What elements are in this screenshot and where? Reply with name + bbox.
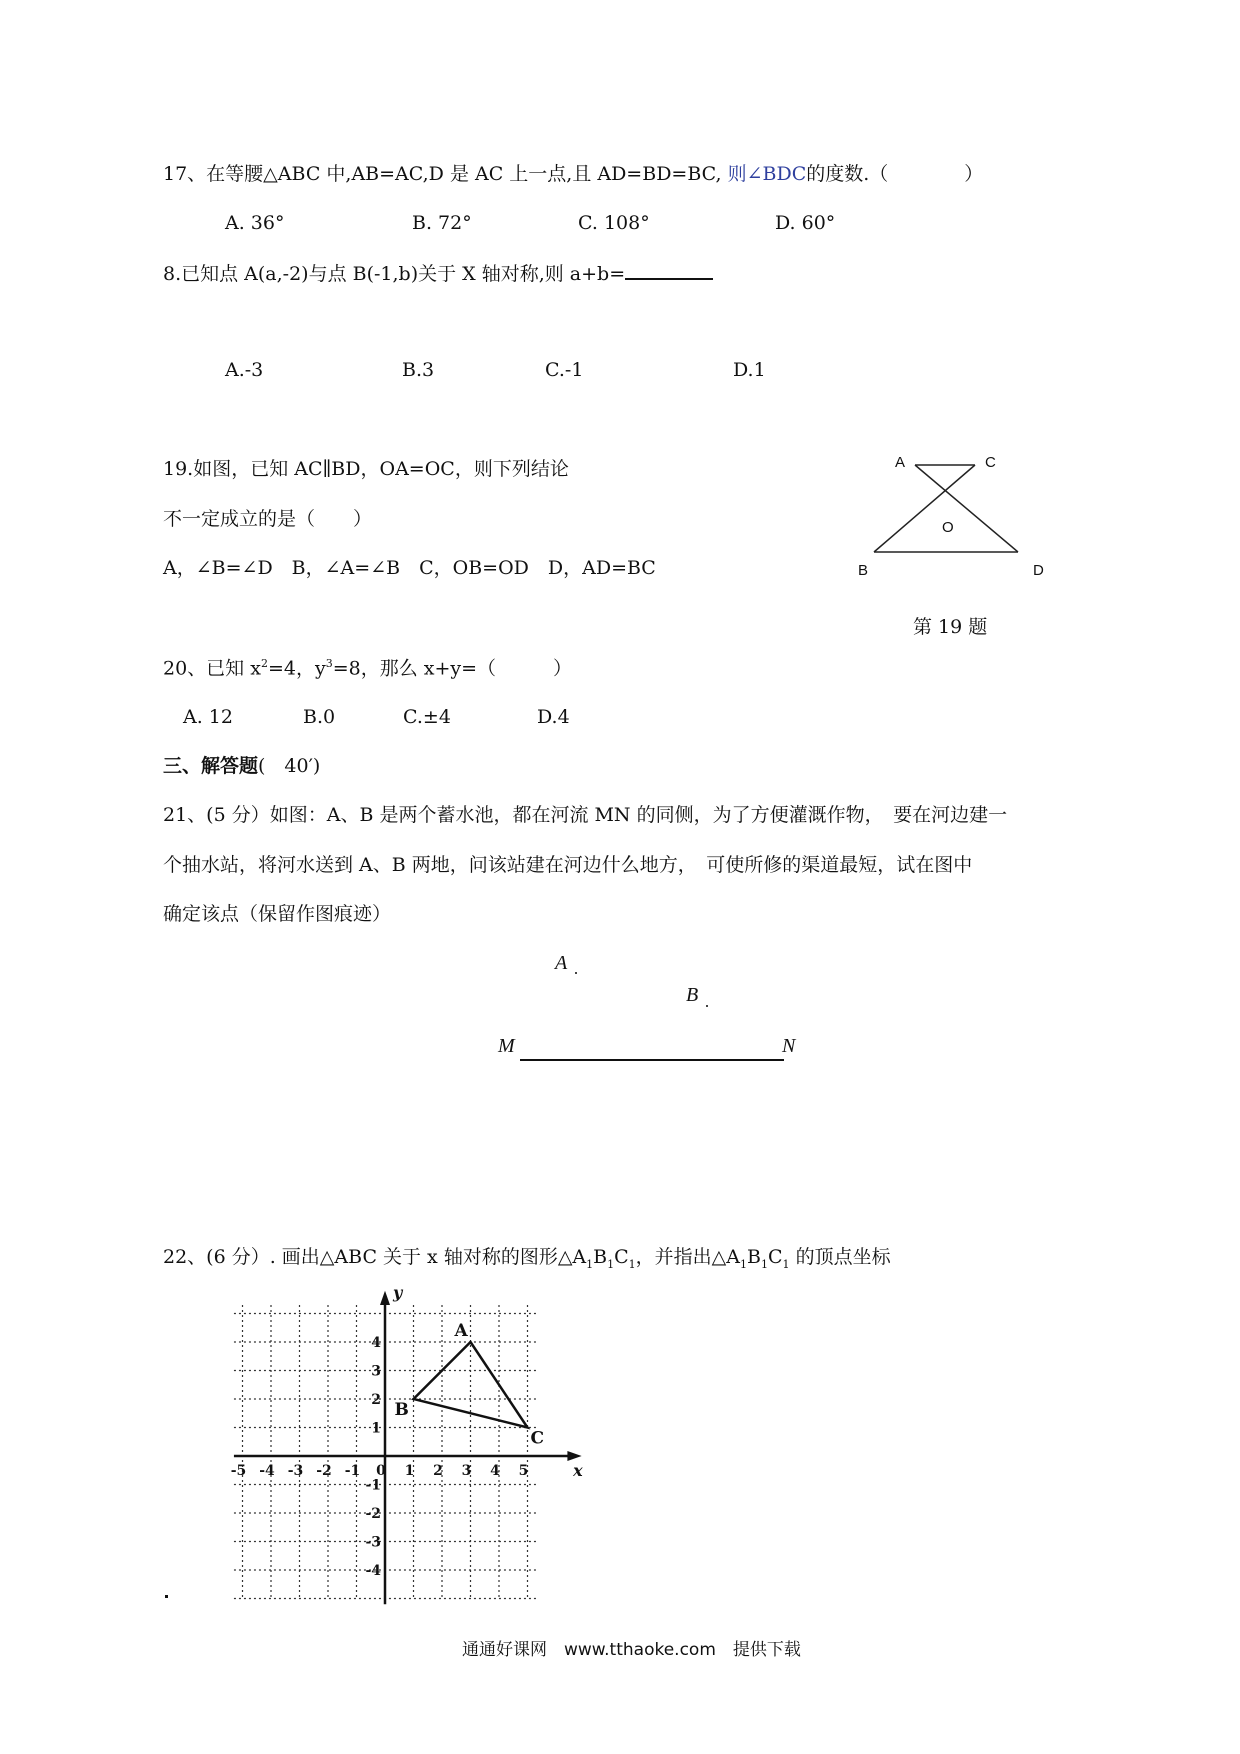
q18-option-c: C.-1 xyxy=(545,359,584,381)
q17-stem-c: 的度数.（ ） xyxy=(806,163,984,185)
q20-stem xyxy=(163,658,572,678)
q22-sub4: 1 xyxy=(740,1257,748,1271)
q20-stem-c: =8，那么 x+y=（ ） xyxy=(332,657,573,680)
x-axis-arrow xyxy=(567,1451,581,1461)
section3-title: 三、解答题 xyxy=(163,755,259,777)
q22-sub1: 1 xyxy=(586,1257,594,1271)
q20-stem-a: 20、已知 x xyxy=(163,657,261,680)
x-tick-label: 2 xyxy=(433,1463,443,1479)
q21-line3: 确定该点（保留作图痕迹） xyxy=(163,903,392,925)
q21-label-m: M xyxy=(498,1035,515,1057)
y-tick-label: 3 xyxy=(371,1363,381,1380)
q19-label-c: C xyxy=(985,454,996,471)
q19-label-o: O xyxy=(942,519,954,536)
q22-stem xyxy=(163,1248,891,1270)
section3-heading xyxy=(163,757,320,776)
q22-coordinate-grid xyxy=(220,1275,583,1595)
q18-stem-text: 8.已知点 A(a,-2)与点 B(-1,b)关于 X 轴对称,则 a+b= xyxy=(163,263,626,285)
q22-stem-g: 的顶点坐标 xyxy=(789,1246,891,1268)
q17-option-d: D. 60° xyxy=(775,212,836,234)
x-tick-label: 3 xyxy=(461,1463,472,1479)
triangle-abc xyxy=(414,1342,528,1428)
q19-stem-line1: 19.如图，已知 AC∥BD，OA=OC，则下列结论 xyxy=(163,458,569,480)
q21-point-b xyxy=(706,1005,708,1007)
x-tick-label: -1 xyxy=(344,1463,361,1479)
q21-label-b: B xyxy=(686,984,699,1006)
y-tick-label: 1 xyxy=(371,1420,381,1437)
x-axis-label: x xyxy=(573,1461,583,1480)
y-tick-label: -2 xyxy=(365,1506,381,1522)
y-tick-label: 2 xyxy=(371,1392,381,1408)
q19-label-d: D xyxy=(1033,562,1044,579)
q18-option-d: D.1 xyxy=(733,359,766,381)
q20-stem-b: =4，y xyxy=(267,657,326,680)
vertex-label-b: B xyxy=(394,1400,409,1420)
river-mn-line xyxy=(520,1059,784,1061)
q22-stem-f: C xyxy=(767,1246,783,1268)
y-tick-label: -1 xyxy=(365,1477,381,1494)
vertex-label-c: C xyxy=(530,1428,545,1449)
q20-option-a: A. 12 xyxy=(183,706,233,728)
q22-sub5: 1 xyxy=(760,1257,768,1271)
x-tick-label: 0 xyxy=(376,1463,386,1479)
q19-label-a: A xyxy=(895,454,906,471)
q22-stem-d: ，并指出△A xyxy=(635,1246,741,1268)
q19-options: A，∠B=∠D B，∠A=∠B C，OB=OD D，AD=BC xyxy=(163,557,656,579)
stray-mark xyxy=(165,1595,168,1598)
x-tick-label: -4 xyxy=(259,1463,275,1479)
q17-option-a: A. 36° xyxy=(225,212,285,234)
q22-stem-c: C xyxy=(614,1246,629,1268)
q19-figure xyxy=(850,445,1090,585)
q20-option-c: C.±4 xyxy=(403,706,451,728)
y-tick-label: -4 xyxy=(365,1563,381,1579)
q21-point-a xyxy=(575,972,577,974)
q19-stem-line2: 不一定成立的是（ ） xyxy=(163,508,373,530)
y-tick-label: -3 xyxy=(365,1534,381,1551)
page-footer: 通通好课网 www.tthaoke.com 提供下载 xyxy=(462,1640,801,1660)
y-axis-arrow xyxy=(380,1291,390,1305)
q18-answer-blank[interactable] xyxy=(625,262,713,280)
q17-stem-b: 则∠BDC xyxy=(727,163,807,185)
q22-sub6: 1 xyxy=(782,1257,790,1271)
x-tick-label: -2 xyxy=(316,1463,332,1479)
q19-caption: 第 19 题 xyxy=(913,616,988,638)
y-tick-label: 4 xyxy=(371,1335,381,1351)
q17-option-c: C. 108° xyxy=(578,212,650,234)
q18-option-b: B.3 xyxy=(402,359,435,381)
x-tick-label: 1 xyxy=(404,1463,415,1479)
x-tick-label: 5 xyxy=(518,1463,529,1479)
q17-stem xyxy=(163,165,983,184)
section3-points: ( 40′) xyxy=(258,755,321,777)
q17-stem-a: 17、在等腰△ABC 中,AB=AC,D 是 AC 上一点,且 AD=BD=BC, xyxy=(163,163,722,185)
q22-stem-e: B xyxy=(747,1246,761,1268)
q18-stem xyxy=(163,262,713,284)
q22-stem-b: B xyxy=(593,1246,608,1268)
vertex-label-a: A xyxy=(454,1321,468,1341)
q18-option-a: A.-3 xyxy=(225,359,264,381)
q20-option-b: B.0 xyxy=(303,706,336,728)
q22-sub3: 1 xyxy=(628,1257,636,1271)
q17-option-b: B. 72° xyxy=(412,212,472,234)
q19-label-b: B xyxy=(858,562,869,579)
q21-label-n: N xyxy=(782,1035,796,1057)
x-tick-label: -5 xyxy=(230,1463,247,1479)
q20-option-d: D.4 xyxy=(537,706,570,728)
q22-sub2: 1 xyxy=(607,1257,615,1271)
q22-stem-a: 22、(6 分）. 画出△ABC 关于 x 轴对称的图形△A xyxy=(163,1246,587,1268)
q20-exp2: 3 xyxy=(325,657,333,670)
q21-label-a: A xyxy=(555,952,568,974)
x-tick-label: -3 xyxy=(287,1463,304,1479)
y-axis-label: y xyxy=(393,1282,403,1302)
x-tick-label: 4 xyxy=(490,1463,500,1479)
q20-exp1: 2 xyxy=(260,657,268,670)
q21-line2: 个抽水站，将河水送到 A、B 两地，问该站建在河边什么地方， 可使所修的渠道最短，试在图中 xyxy=(163,854,973,876)
q21-line1: 21、(5 分）如图：A、B 是两个蓄水池，都在河流 MN 的同侧，为了方便灌溉作物， 要在河边建一 xyxy=(163,804,1008,826)
